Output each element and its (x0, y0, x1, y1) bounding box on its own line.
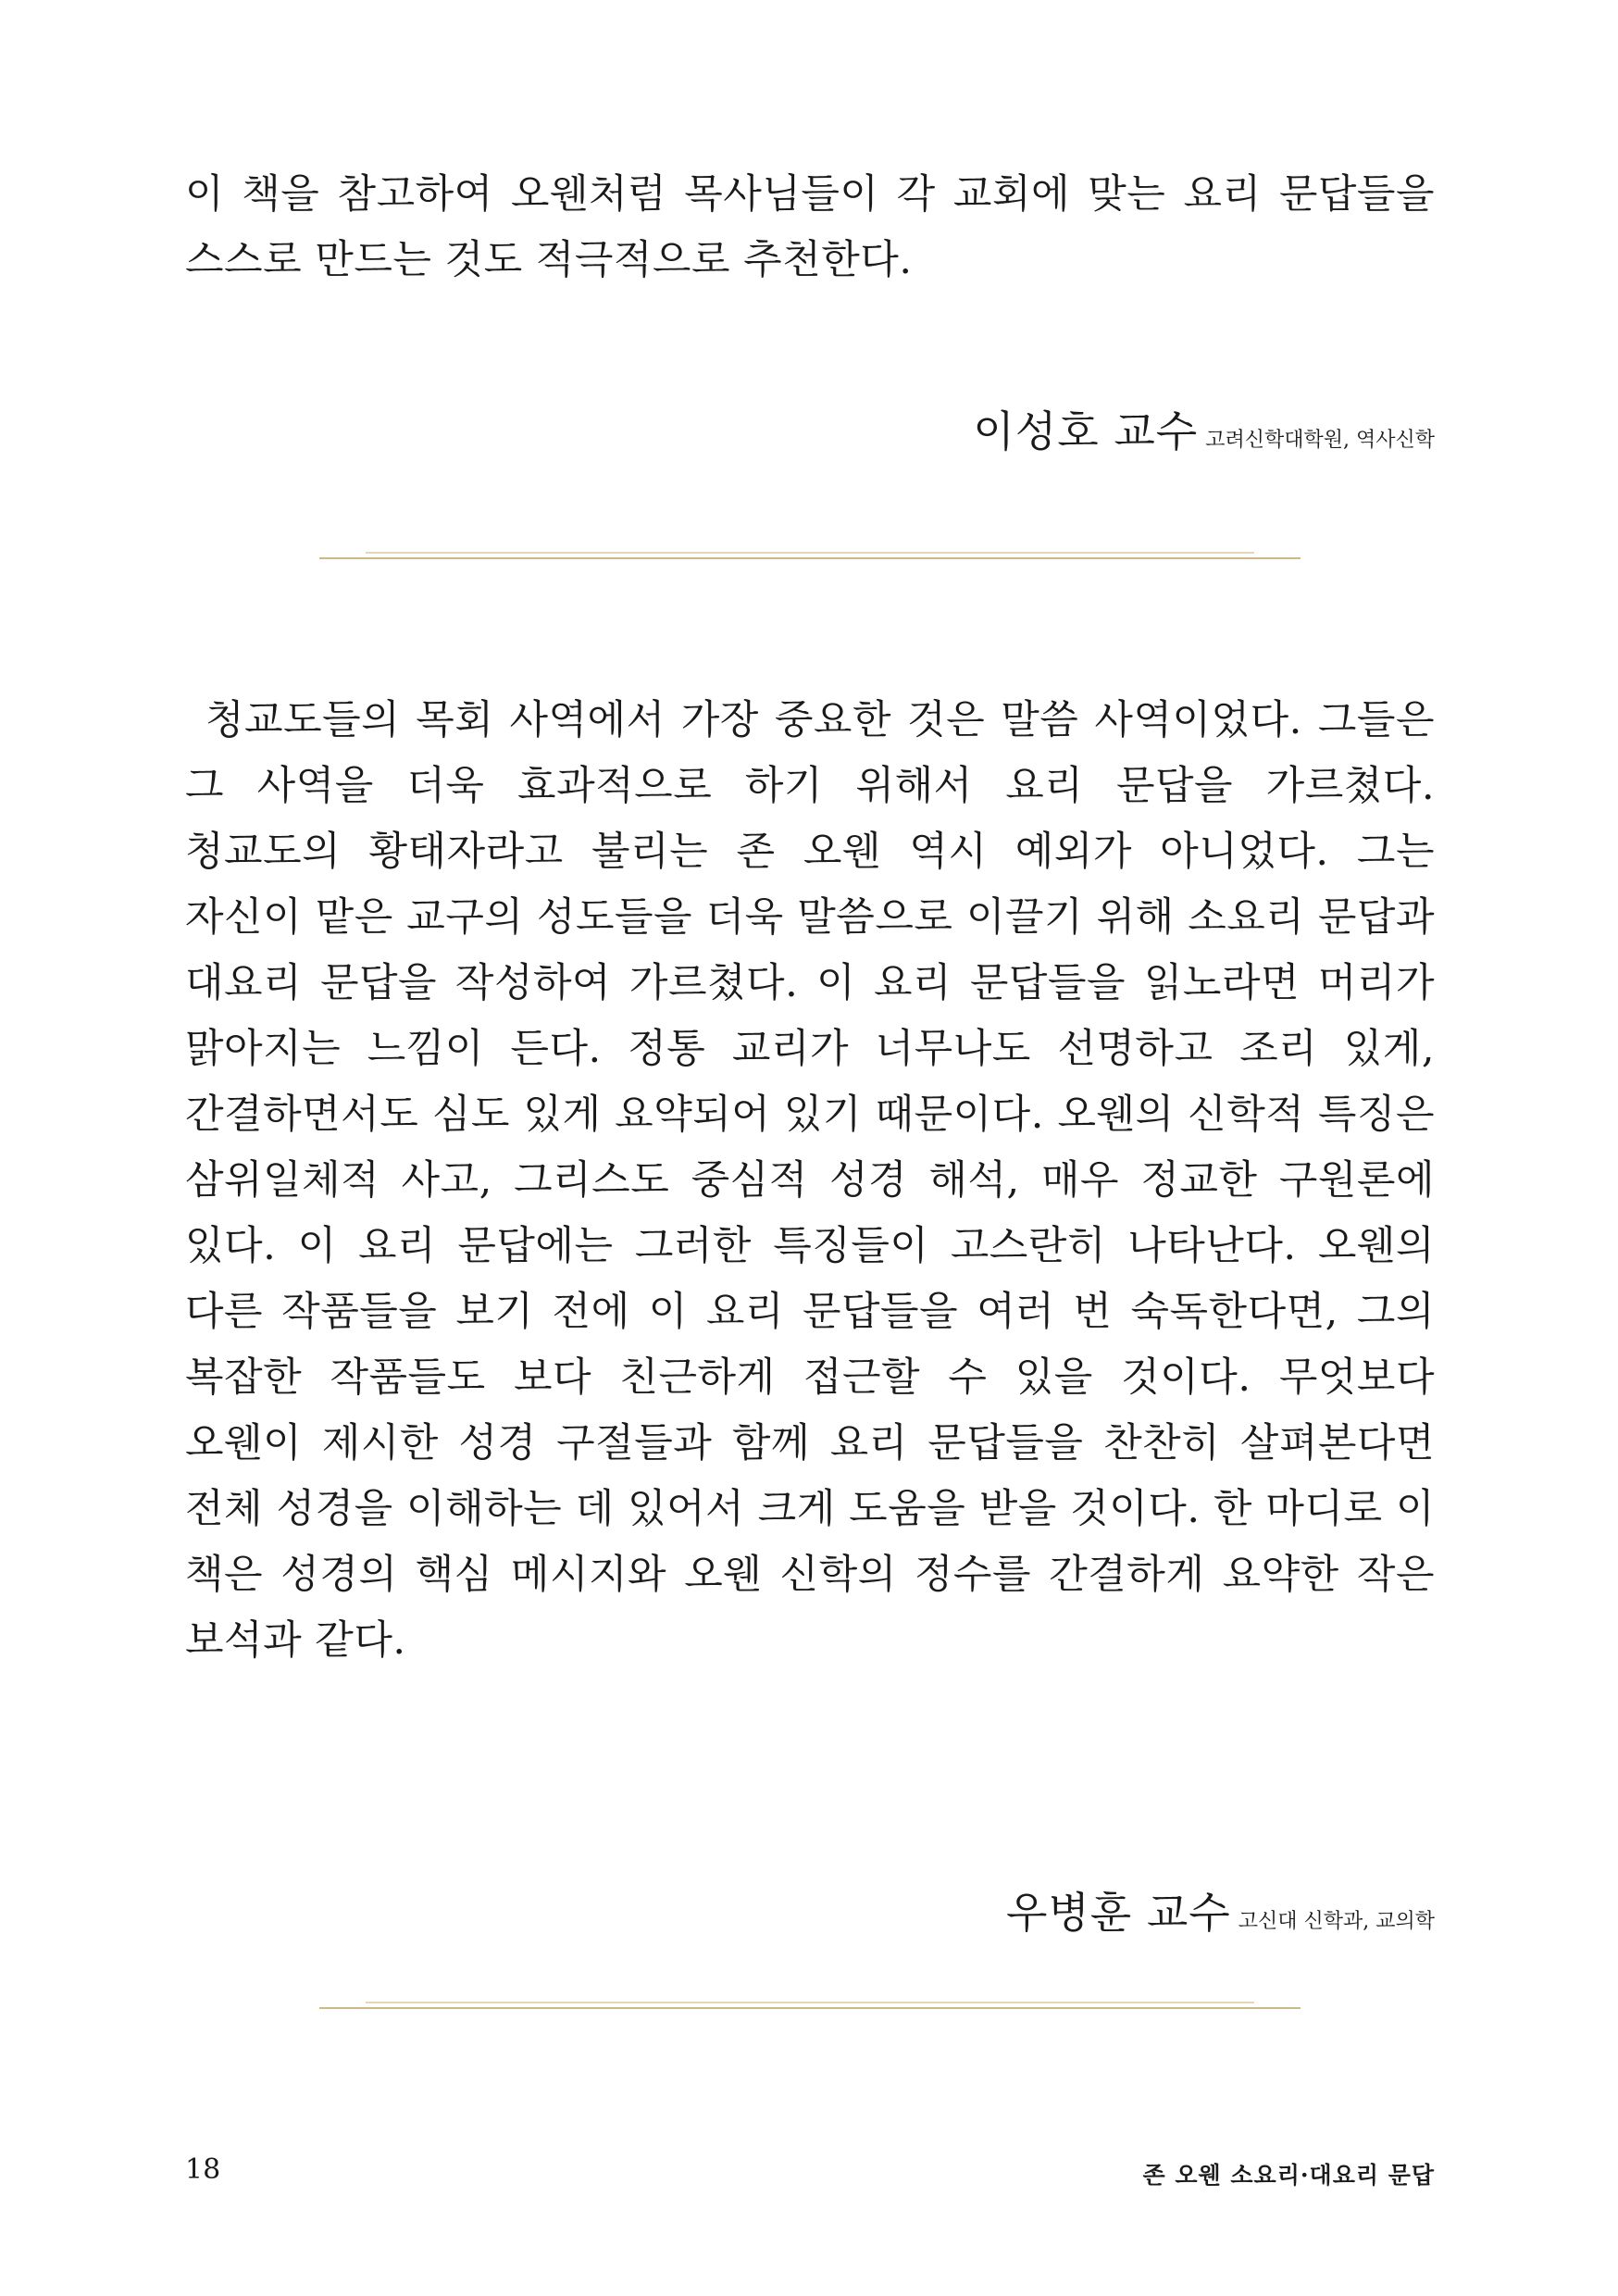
endorser-2-affiliation: 고신대 신학과, 교의학 (1238, 1910, 1435, 1933)
running-footer-title: 존 오웬 소요리·대요리 문답 (1142, 2162, 1435, 2189)
endorsement-1-signature (973, 398, 1435, 459)
divider-line-thin (366, 552, 1254, 554)
divider-line-thin (366, 2002, 1254, 2003)
divider-line-thick (319, 2007, 1301, 2009)
endorsement-1-text: 이 책을 참고하여 오웬처럼 목사님들이 각 교회에 맞는 요리 문답들을 스스로 만드는 것도 적극적으로 추천한다. (185, 171, 1435, 283)
section-divider-2 (319, 2002, 1301, 2009)
page-number: 18 (185, 2153, 221, 2186)
endorsement-2-text: 청교도들의 목회 사역에서 가장 중요한 것은 말씀 사역이었다. 그들은 그 사역을 더욱 효과적으로 하기 위해서 요리 문답을 가르쳤다. 청교도의 황태자라고 불리는 존 오웬 역시 예외가 아니었다. 그는 자신이 맡은 교구의 성도들을 더욱 말씀으로 이끌기 위해 소요리 문답과 대요리 문답을 작성하여 가르쳤다. 이 요리 문답들을 읽노라면 머리가 맑아지는 느낌이 든다. 정통 교리가 너무나도 선명하고 조리 있게, 간결하면서도 심도 있게 요약되어 있기 때문이다. 오웬의 신학적 특징은 삼위일체적 사고, 그리스도 중심적 성경 해석, 매우 정교한 구원론에 있다. 이 요리 문답에는 그러한 특징들이 고스란히 나타난다. 오웬의 다른 작품들을 보기 전에 이 요리 문답들을 여러 번 숙독한다면, 그의 복잡한 작품들도 보다 친근하게 접근할 수 있을 것이다. 무엇보다 오웬이 제시한 성경 구절들과 함께 요리 문답들을 찬찬히 살펴본다면 전체 성경을 이해하는 데 있어서 크게 도움을 받을 것이다. 한 마디로 이 책은 성경의 핵심 메시지와 오웬 신학의 정수를 간결하게 요약한 작은 보석과 같다. (185, 697, 1435, 1664)
endorser-2-name: 우병훈 교수 (1005, 1888, 1231, 1938)
endorser-1-affiliation: 고려신학대학원, 역사신학 (1205, 429, 1435, 452)
endorser-1-name: 이성호 교수 (973, 406, 1199, 456)
divider-line-thick (319, 557, 1301, 559)
endorsement-2-signature (1006, 1879, 1435, 1940)
section-divider-1 (319, 552, 1301, 559)
